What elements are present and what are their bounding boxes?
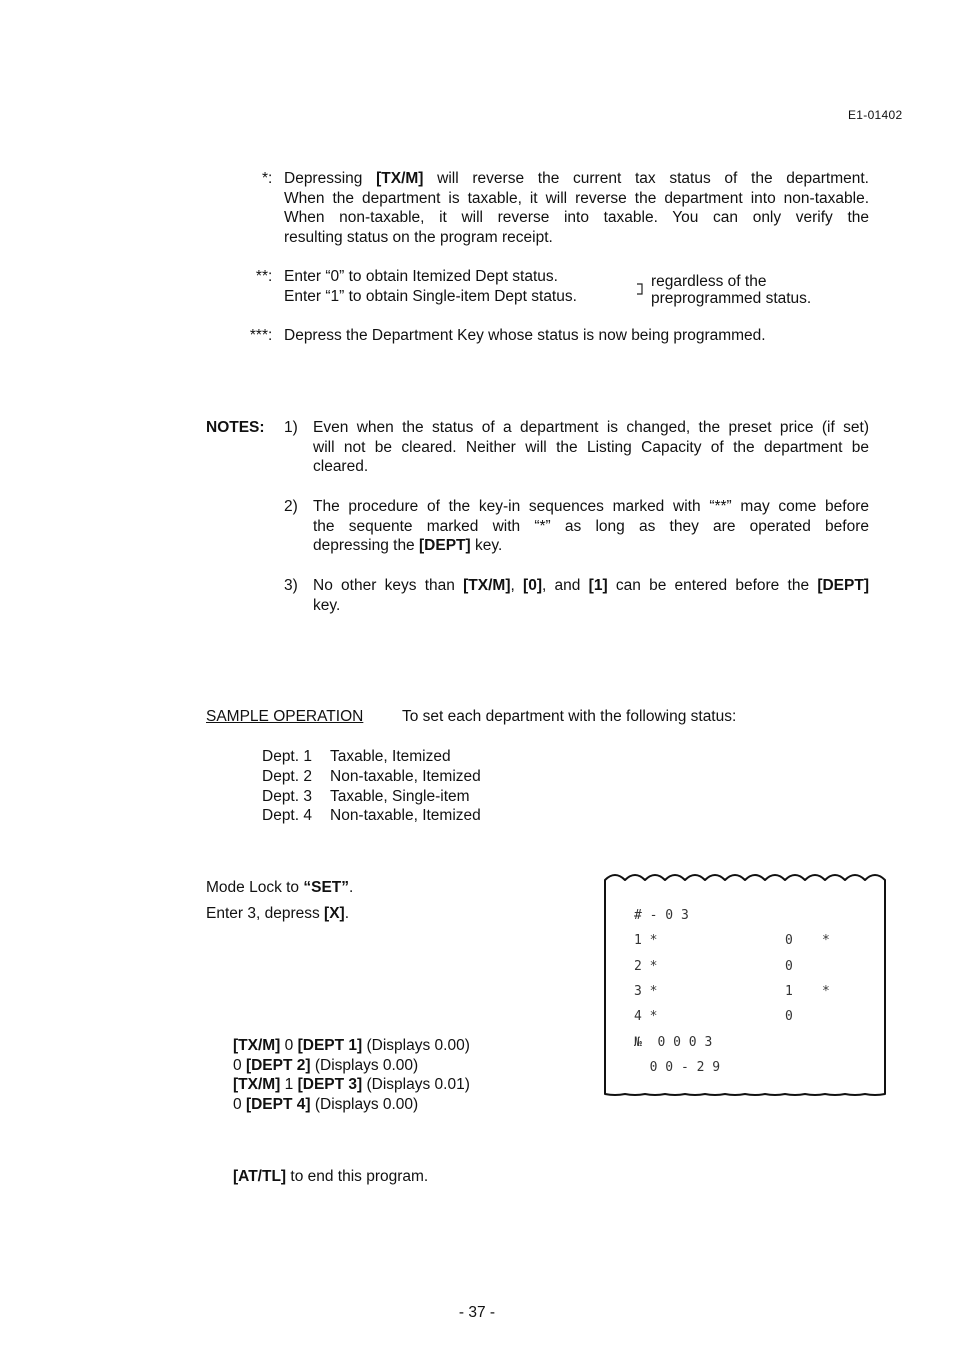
receipt-line [634,906,874,926]
receipt-line [634,982,874,1002]
receipt-line-label: # - 0 3 [634,908,689,923]
bold-key-label: “SET” [303,879,350,896]
receipt-line-value: 1 [785,983,793,999]
text-line: When the department is taxable, it will reverse the department into non-taxable. [284,189,869,207]
bold-key-label: [DEPT 4] [245,1096,311,1114]
receipt-line-value: 0 [785,933,793,949]
footnote-2-text [284,267,624,306]
dept-status: Non-taxable, Itemized [330,768,481,785]
step-end-program [233,1167,428,1187]
bold-key-label: [AT/TL] [233,1168,287,1185]
program-receipt [604,872,886,1102]
text-line: cleared. [313,458,369,475]
dept-name: Dept. 1 [262,748,312,765]
dept-status-row [262,787,470,807]
receipt-line-label: 2 * [634,958,658,974]
text-line: Enter “1” to obtain Single-item Dept status. [284,287,577,305]
receipt-line-label: 0 0 - 2 9 [634,1059,721,1075]
receipt-line-value: 0 [785,1009,793,1025]
key-sequence-line: [TX/M] 1 [DEPT 3] (Displays 0.01) [233,1076,470,1094]
receipt-line-label: 4 * [634,1009,658,1025]
receipt-line-value: 0 [785,958,793,974]
step-line: [AT/TL] to end this program. [233,1168,429,1185]
page-number: - 37 - [458,1304,496,1321]
dept-status-row [262,747,451,767]
dept-name: Dept. 3 [262,788,312,805]
step-line: Mode Lock to “SET”. [206,879,354,896]
dept-name: Dept. 4 [262,807,312,824]
bold-key-label: [X] [324,905,345,922]
step-enter [206,904,349,924]
step-mode-lock [206,878,353,898]
text-line: Depress the Department Key whose status is now being programmed. [284,327,766,344]
dept-status-row [262,767,481,787]
key-sequence-line: [TX/M] 0 [DEPT 1] (Displays 0.00) [233,1037,470,1054]
note-2-number: 2) [284,498,298,515]
dept-status: Non-taxable, Itemized [330,807,481,824]
bracket-icon [636,281,644,293]
bold-key-label: [DEPT] [817,577,869,594]
receipt-line [634,1033,874,1053]
note-3-text [313,576,869,615]
key-sequence-line: 0 [DEPT 2] (Displays 0.00) [233,1056,419,1074]
note-2-text [313,497,869,556]
receipt-line-label: 3 * [634,983,658,999]
receipt-line [634,957,874,977]
receipt-line-flag: * [822,933,830,949]
document-id: E1-01402 [848,108,903,122]
text-line: key. [313,596,341,614]
sample-operation-title: SAMPLE OPERATION [206,708,364,725]
text-line: Enter “0” to obtain Itemized Dept status. [284,268,558,285]
bold-key-label: [DEPT 2] [245,1056,311,1074]
bold-key-label: [DEPT] [419,537,471,554]
receipt-line-label: 1 * [634,933,658,949]
footnote-2-bracket-note-line-1: regardless of the [651,273,767,290]
note-3-number: 3) [284,577,298,594]
note-1-number: 1) [284,419,298,436]
text-line: depressing the [DEPT] key. [313,537,503,554]
dept-status: Taxable, Itemized [330,748,451,765]
note-1-text [313,418,869,477]
footnote-1-text [284,169,869,247]
text-line: When non-taxable, it will reverse into taxable. You can only verify the [284,209,869,226]
text-line: Depressing [TX/M] will reverse the current tax status of the department. [284,170,869,187]
bold-key-label: [TX/M] [463,577,511,594]
text-line: No other keys than [TX/M], [0], and [1] can be entered before the [DEPT] [313,577,869,594]
footnote-2-bracket-note-line-2: preprogrammed status. [651,290,812,307]
bold-key-label: [0] [523,577,542,594]
footnote-3-mark: *** [249,327,268,344]
bold-key-label: [TX/M] [376,170,424,187]
bold-key-label: [DEPT 1] [297,1037,363,1054]
bold-key-label: [1] [588,577,608,594]
footnote-1-mark: * [261,170,268,187]
notes-label: NOTES: [206,419,265,436]
dept-status-row [262,806,481,826]
receipt-line-flag: * [822,983,830,999]
sample-operation-description: To set each department with the following status: [402,708,737,725]
bold-key-label: [TX/M] [233,1076,281,1094]
bold-key-label: [DEPT 3] [297,1076,363,1094]
dept-status: Taxable, Single-item [330,788,470,805]
receipt-line [634,1007,874,1027]
text-line: The procedure of the key-in sequences marked with “**” may come before [313,498,869,515]
key-sequence [233,1036,470,1115]
key-sequence-line: 0 [DEPT 4] (Displays 0.00) [233,1096,419,1114]
receipt-line [634,1058,874,1078]
text-line: Even when the status of a department is changed, the preset price (if set) [313,419,869,436]
receipt-line-label: № 0 0 0 3 [634,1034,713,1050]
text-line: resulting status on the program receipt. [284,228,553,246]
footnote-3-text [284,326,869,346]
text-line: the sequente marked with “*” as long as they are operated before [313,517,869,535]
dept-name: Dept. 2 [262,768,312,785]
text-line: will not be cleared. Neither will the Listing Capacity of the department be [313,438,869,456]
bold-key-label: [TX/M] [233,1037,281,1054]
receipt-line [634,931,874,951]
footnote-2-mark: ** [255,268,268,285]
step-line: Enter 3, depress [X]. [206,905,350,922]
